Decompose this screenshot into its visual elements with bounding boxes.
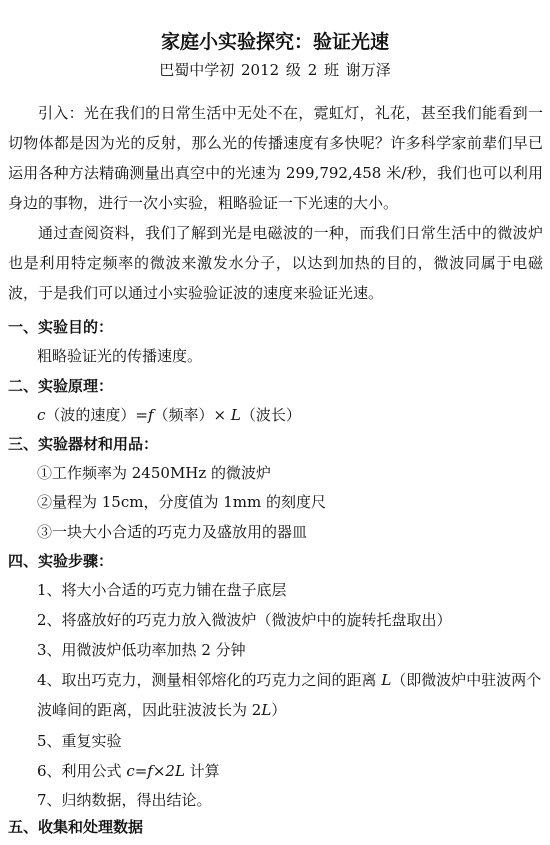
formula-f: f — [147, 406, 154, 424]
section-heading-principle: 二、实验原理： — [8, 377, 114, 395]
formula-f-desc: （频率）× — [153, 406, 227, 424]
step-item: 1、将大小合适的巧克力铺在盘子底层 — [37, 581, 287, 599]
section-heading-steps: 四、实验步骤： — [8, 552, 114, 570]
step-item-6 — [37, 756, 543, 786]
intro-paragraph: 引入：光在我们的日常生活中无处不在，霓虹灯，礼花，甚至我们能看到一切物体都是因为光的反射，那么光的传播速度有多快呢？许多科学家前辈们早已运用各种方法精确测量出真空中的光速为 299,792,458 米/秒，我们也可以利用身边的事物，进行一次小实验，粗略验证一下光速的大小。 — [8, 104, 543, 212]
principle-formula — [37, 405, 301, 425]
section-heading-materials: 三、实验器材和用品： — [8, 435, 159, 453]
step4-var-l2: L — [261, 701, 272, 719]
step-item: 2、将盛放好的巧克力放入微波炉（微波炉中的旋转托盘取出） — [37, 611, 452, 629]
section-heading-purpose: 一、实验目的： — [8, 318, 114, 336]
step4-text-c: ） — [271, 701, 287, 719]
background-paragraph: 通过查阅资料，我们了解到光是电磁波的一种，而我们日常生活中的微波炉也是利用特定频率的微波来激发水分子，以达到加热的目的，微波同属于电磁波，于是我们可以通过小实验验证波的速度来验证光速。 — [8, 224, 543, 302]
author-line: 巴蜀中学初 2012 级 2 班 谢万泽 — [159, 61, 391, 79]
step4-text-a: 4、取出巧克力，测量相邻熔化的巧克力之间的距离 — [37, 671, 382, 689]
step6-text-a: 6、利用公式 — [37, 762, 127, 780]
material-item: ①工作频率为 2450MHz 的微波炉 — [37, 464, 272, 482]
step6-text-b: 计算 — [184, 762, 220, 780]
material-item: ③一块大小合适的巧克力及盛放用的器皿 — [37, 523, 308, 541]
formula-l-desc: （波长） — [240, 406, 301, 424]
step4-text-b: （即微波炉中驻波两个波峰间的距离，因此驻波波长为 2 — [37, 671, 542, 719]
material-item: ②量程为 15cm，分度值为 1mm 的刻度尺 — [37, 493, 327, 511]
step-item: 7、归纳数据，得出结论。 — [37, 791, 212, 809]
step4-var-l: L — [381, 671, 392, 689]
formula-c: c — [37, 406, 46, 424]
step-item: 3、用微波炉低功率加热 2 分钟 — [37, 641, 246, 659]
section-heading-data: 五、收集和处理数据 — [8, 818, 144, 836]
step6-formula: c=f×2L — [126, 762, 185, 780]
purpose-text: 粗略验证光的传播速度。 — [37, 347, 203, 365]
step-item: 5、重复实验 — [37, 732, 122, 750]
step-item-4 — [37, 665, 543, 725]
formula-l: L — [230, 406, 241, 424]
formula-c-desc: （波的速度）= — [45, 406, 148, 424]
document-title: 家庭小实验探究：验证光速 — [160, 31, 389, 53]
